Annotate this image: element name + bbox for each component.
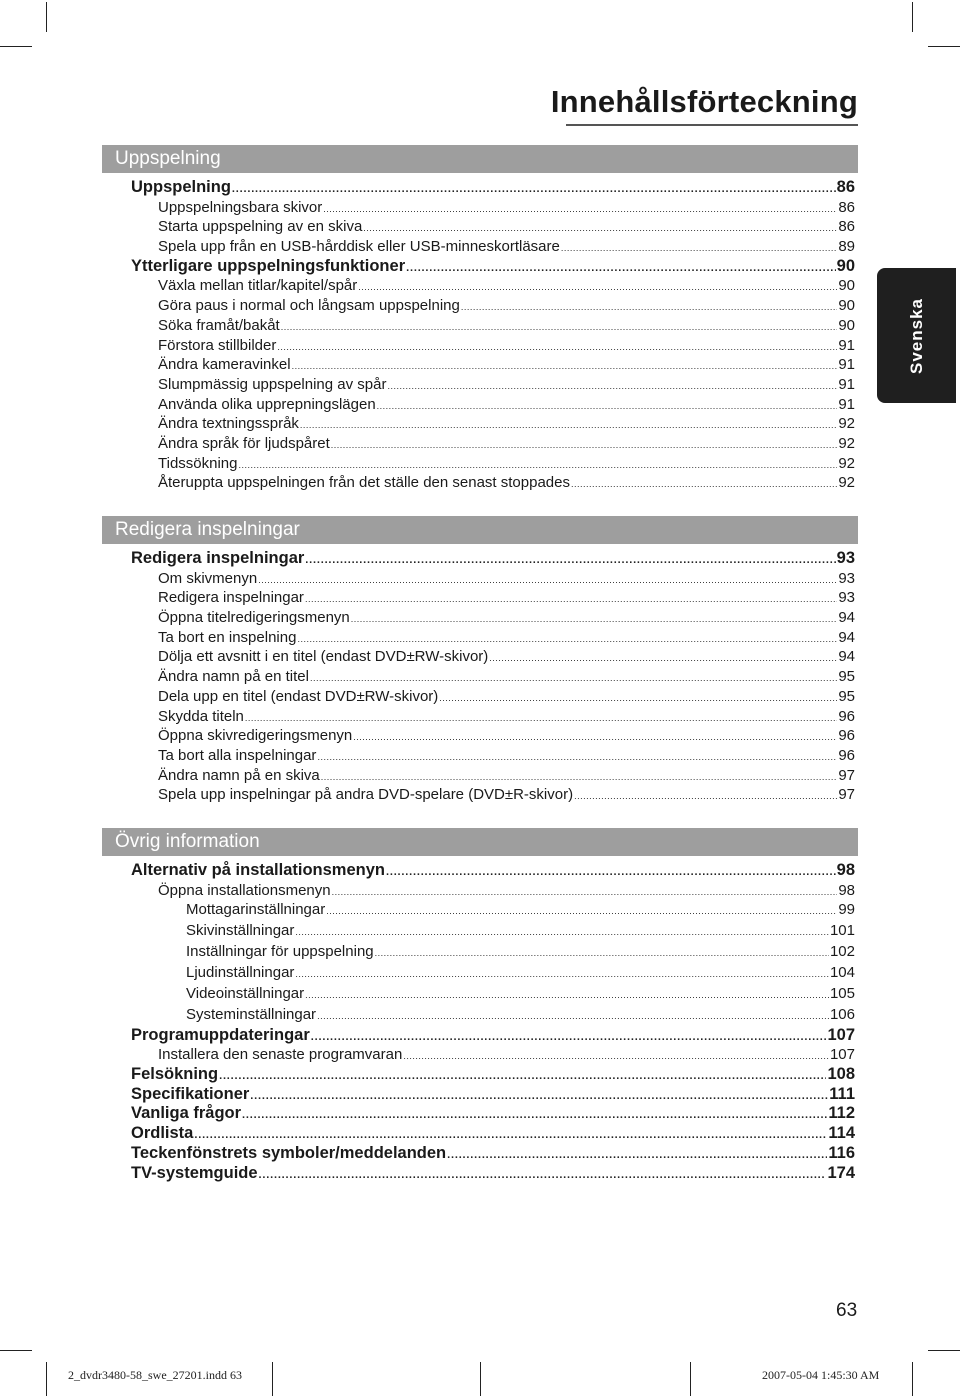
toc-entry-title: Vanliga frågor	[131, 1104, 242, 1123]
toc-entry-title: Ändra namn på en skiva	[158, 766, 320, 784]
toc-entry[interactable]	[131, 687, 855, 707]
toc-entry-page: 86	[838, 198, 855, 216]
toc-entry[interactable]	[131, 588, 855, 608]
toc-entry[interactable]	[131, 1164, 855, 1184]
toc-entry[interactable]	[131, 963, 855, 984]
dot-leader	[403, 1047, 829, 1067]
toc-entry-title: Teckenfönstrets symboler/meddelanden	[131, 1143, 447, 1162]
toc-entry-title: Ytterligare uppspelningsfunktioner	[131, 256, 406, 275]
toc-entry[interactable]	[131, 473, 855, 493]
toc-entry-page: 104	[829, 964, 855, 982]
toc-entry[interactable]	[131, 726, 855, 746]
toc-entry-title: Ta bort alla inspelningar	[158, 746, 317, 764]
toc-entry-title: Öppna skivredigeringsmenyn	[158, 727, 353, 745]
toc-entry-title: Uppspelningsbara skivor	[158, 198, 323, 216]
title-rule	[566, 124, 858, 126]
toc-entry[interactable]	[131, 569, 855, 589]
toc-entry-title: Spela upp inspelningar på andra DVD-spelare (DVD±R-skivor)	[158, 786, 574, 804]
toc-entry-page: 93	[836, 549, 855, 567]
toc-entry-page: 91	[838, 336, 855, 354]
toc-entry-page: 93	[838, 589, 855, 607]
dot-leader	[561, 239, 837, 259]
toc-entry-page: 95	[838, 668, 855, 686]
toc-entry-page: 97	[838, 786, 855, 804]
toc-entry[interactable]	[131, 1065, 855, 1085]
toc-entry-page: 86	[836, 178, 855, 196]
toc-entry-title: Återuppta uppspelningen från det ställe den senast stoppades	[158, 474, 570, 492]
toc-entry-title: Dela upp en titel (endast DVD±RW-skivor)	[158, 687, 439, 705]
toc-entry[interactable]	[131, 647, 855, 667]
toc-entry-page: 94	[838, 609, 855, 627]
dot-leader	[351, 610, 838, 630]
toc-entry[interactable]	[131, 1124, 855, 1144]
toc-entry-page: 92	[838, 434, 855, 452]
toc-entry-page: 95	[838, 687, 855, 705]
dot-leader	[281, 318, 838, 338]
crop-mark	[480, 1362, 481, 1396]
dot-leader	[489, 649, 837, 669]
crop-mark	[912, 1362, 913, 1396]
toc-entry-page: 89	[838, 238, 855, 256]
toc-entry[interactable]	[131, 237, 855, 257]
page-number: 63	[836, 1300, 858, 1321]
toc-entry-page: 108	[827, 1065, 855, 1084]
toc-entry-title: Ta bort en inspelning	[158, 628, 297, 646]
footer-filename: 2_dvdr3480-58_swe_27201.indd 63	[68, 1368, 242, 1382]
toc-entry-page: 91	[838, 395, 855, 413]
toc-entry[interactable]	[131, 178, 855, 198]
toc-entry-title: Programuppdateringar	[131, 1025, 310, 1044]
dot-leader	[447, 1146, 827, 1166]
toc-entry-title: Använda olika upprepningslägen	[158, 395, 376, 413]
toc-entry-title: Spela upp från en USB-hårddisk eller USB-minneskortläsare	[158, 238, 560, 256]
toc-entry[interactable]	[131, 1005, 855, 1026]
toc-entry-page: 92	[838, 474, 855, 492]
dot-leader	[305, 985, 829, 1006]
crop-mark	[46, 2, 47, 32]
dot-leader	[375, 943, 829, 964]
toc-entry-page: 96	[838, 746, 855, 764]
toc-entry-title: Systeminställningar	[186, 1005, 317, 1023]
toc-entry[interactable]	[131, 217, 855, 237]
toc-entry-page: 96	[838, 727, 855, 745]
dot-leader	[326, 901, 837, 922]
toc-entry-title: Specifikationer	[131, 1084, 250, 1103]
toc-entry-page: 102	[829, 943, 855, 961]
toc-entry-title: Ordlista	[131, 1124, 194, 1143]
toc-entry[interactable]	[131, 316, 855, 336]
dot-leader	[277, 338, 837, 358]
toc-list	[131, 178, 855, 493]
toc-entry-title: Om skivmenyn	[158, 569, 258, 587]
dot-leader	[250, 1087, 828, 1107]
dot-leader	[258, 571, 837, 591]
toc-entry-page: 96	[838, 707, 855, 725]
crop-mark	[272, 1362, 273, 1396]
crop-mark	[46, 1362, 47, 1396]
toc-entry-title: Förstora stillbilder	[158, 336, 277, 354]
toc-entry[interactable]	[131, 921, 855, 942]
toc-entry[interactable]	[131, 395, 855, 415]
dot-leader	[295, 922, 829, 943]
toc-entry[interactable]	[131, 785, 855, 805]
dot-leader	[259, 1166, 827, 1186]
toc-entry-page: 98	[836, 861, 855, 879]
toc-entry-title: Växla mellan titlar/kapitel/spår	[158, 277, 358, 295]
section-header: Redigera inspelningar	[102, 516, 858, 544]
toc-entry-title: Skydda titeln	[158, 707, 244, 725]
toc-entry[interactable]	[131, 296, 855, 316]
toc-entry[interactable]	[131, 942, 855, 963]
toc-entry-title: Videoinställningar	[186, 984, 305, 1002]
toc-entry-page: 116	[828, 1143, 855, 1162]
toc-entry-page: 107	[829, 1046, 855, 1064]
toc-entry[interactable]	[131, 434, 855, 454]
toc-entry-title: Felsökning	[131, 1065, 219, 1084]
toc-entry-page: 98	[838, 881, 855, 899]
section-header: Uppspelning	[102, 145, 858, 173]
toc-entry-title: Installera den senaste programvaran	[158, 1046, 403, 1064]
toc-entry-title: Starta uppspelning av en skiva	[158, 218, 363, 236]
toc-entry-page: 92	[838, 454, 855, 472]
toc-entry[interactable]	[131, 276, 855, 296]
toc-entry[interactable]	[131, 375, 855, 395]
dot-leader	[461, 298, 837, 318]
dot-leader	[439, 689, 837, 709]
toc-entry-title: Slumpmässig uppspelning av spår	[158, 375, 387, 393]
toc-entry-page: 99	[838, 901, 855, 919]
dot-leader	[317, 1006, 829, 1027]
toc-entry-page: 86	[838, 218, 855, 236]
toc-entry-page: 101	[829, 922, 855, 940]
language-tab-label: Svenska	[906, 297, 926, 374]
crop-mark	[928, 46, 960, 47]
toc-entry-title: Redigera inspelningar	[131, 549, 305, 567]
toc-entry-page: 92	[838, 415, 855, 433]
toc-entry[interactable]	[131, 1085, 855, 1105]
toc-entry[interactable]	[131, 628, 855, 648]
toc-entry-title: Alternativ på installationsmenyn	[131, 861, 385, 879]
language-tab	[877, 268, 956, 403]
dot-leader	[574, 787, 837, 807]
toc-entry[interactable]	[131, 1026, 855, 1046]
toc-entry-title: Göra paus i normal och långsam uppspelning	[158, 297, 460, 315]
toc-entry[interactable]	[131, 608, 855, 628]
dot-leader	[305, 590, 837, 610]
toc-entry[interactable]	[131, 1104, 855, 1124]
toc-entry-page: 174	[827, 1163, 855, 1182]
toc-entry-title: Inställningar för uppspelning	[186, 943, 374, 961]
dot-leader	[571, 475, 837, 495]
dot-leader	[353, 728, 837, 748]
toc-entry-title: Ändra språk för ljudspåret	[158, 434, 330, 452]
dot-leader	[331, 436, 838, 456]
toc-entry[interactable]	[131, 257, 855, 277]
toc-entry[interactable]	[131, 984, 855, 1005]
toc-entry-page: 111	[829, 1084, 855, 1103]
toc-entry[interactable]	[131, 198, 855, 218]
toc-entry[interactable]	[131, 414, 855, 434]
toc-entry[interactable]	[131, 454, 855, 474]
section-header: Övrig information	[102, 828, 858, 856]
toc-entry-title: Söka framåt/bakåt	[158, 316, 280, 334]
toc-entry-page: 91	[838, 356, 855, 374]
dot-leader	[377, 397, 838, 417]
dot-leader	[387, 377, 837, 397]
toc-entry-title: Ändra textningsspråk	[158, 415, 299, 433]
page-title: Innehållsförteckning	[550, 84, 858, 119]
crop-mark	[0, 1350, 32, 1351]
dot-leader	[300, 416, 837, 436]
toc-entry-page: 114	[828, 1124, 855, 1143]
dot-leader	[323, 200, 837, 220]
toc-list	[131, 549, 855, 805]
toc-entry-title: Ändra namn på en titel	[158, 668, 309, 686]
toc-entry-page: 112	[828, 1104, 855, 1123]
dot-leader	[386, 863, 836, 883]
crop-mark	[0, 46, 32, 47]
dot-leader	[317, 748, 837, 768]
toc-entry[interactable]	[131, 1045, 855, 1065]
toc-entry-title: Tidssökning	[158, 454, 238, 472]
toc-entry[interactable]	[131, 667, 855, 687]
dot-leader	[305, 551, 835, 571]
toc-entry[interactable]	[131, 355, 855, 375]
toc-entry[interactable]	[131, 707, 855, 727]
toc-entry-page: 105	[829, 984, 855, 1002]
toc-entry[interactable]	[131, 1144, 855, 1164]
toc-entry[interactable]	[131, 746, 855, 766]
toc-entry-page: 90	[838, 277, 855, 295]
toc-entry-title: Uppspelning	[131, 178, 231, 196]
toc-entry-page: 94	[838, 648, 855, 666]
toc-entry[interactable]	[131, 881, 855, 901]
toc-entry-page: 93	[838, 569, 855, 587]
toc-entry-page: 90	[836, 256, 855, 275]
toc-entry-page: 91	[838, 375, 855, 393]
toc-entry-title: Öppna installationsmenyn	[158, 881, 331, 899]
toc-entry-title: Dölja ett avsnitt i en titel (endast DVD±RW-skivor)	[158, 648, 489, 666]
toc-entry-page: 106	[829, 1005, 855, 1023]
toc-entry[interactable]	[131, 549, 855, 569]
toc-entry-title: Mottagarinställningar	[186, 901, 326, 919]
footer-timestamp: 2007-05-04 1:45:30 AM	[762, 1368, 880, 1382]
dot-leader	[219, 1067, 826, 1087]
toc-entry[interactable]	[131, 861, 855, 881]
dot-leader	[332, 883, 838, 903]
toc-entry-page: 107	[827, 1025, 855, 1044]
dot-leader	[295, 964, 829, 985]
toc-entry-title: Skivinställningar	[186, 922, 295, 940]
toc-entry-title: Redigera inspelningar	[158, 589, 304, 607]
toc-list	[131, 861, 855, 1183]
toc-entry-page: 97	[838, 766, 855, 784]
crop-mark	[690, 1362, 691, 1396]
dot-leader	[406, 259, 836, 279]
dot-leader	[242, 1106, 827, 1126]
toc-entry-page: 90	[838, 316, 855, 334]
crop-mark	[928, 1350, 960, 1351]
toc-entry-title: TV-systemguide	[131, 1163, 258, 1182]
toc-entry-title: Öppna titelredigeringsmenyn	[158, 609, 350, 627]
toc-entry-title: Ljudinställningar	[186, 964, 295, 982]
toc-entry[interactable]	[131, 766, 855, 786]
toc-entry-page: 90	[838, 297, 855, 315]
toc-entry-title: Ändra kameravinkel	[158, 356, 291, 374]
toc-entry[interactable]	[131, 900, 855, 921]
dot-leader	[232, 180, 836, 200]
crop-mark	[912, 2, 913, 32]
toc-entry-page: 94	[838, 628, 855, 646]
toc-entry[interactable]	[131, 336, 855, 356]
